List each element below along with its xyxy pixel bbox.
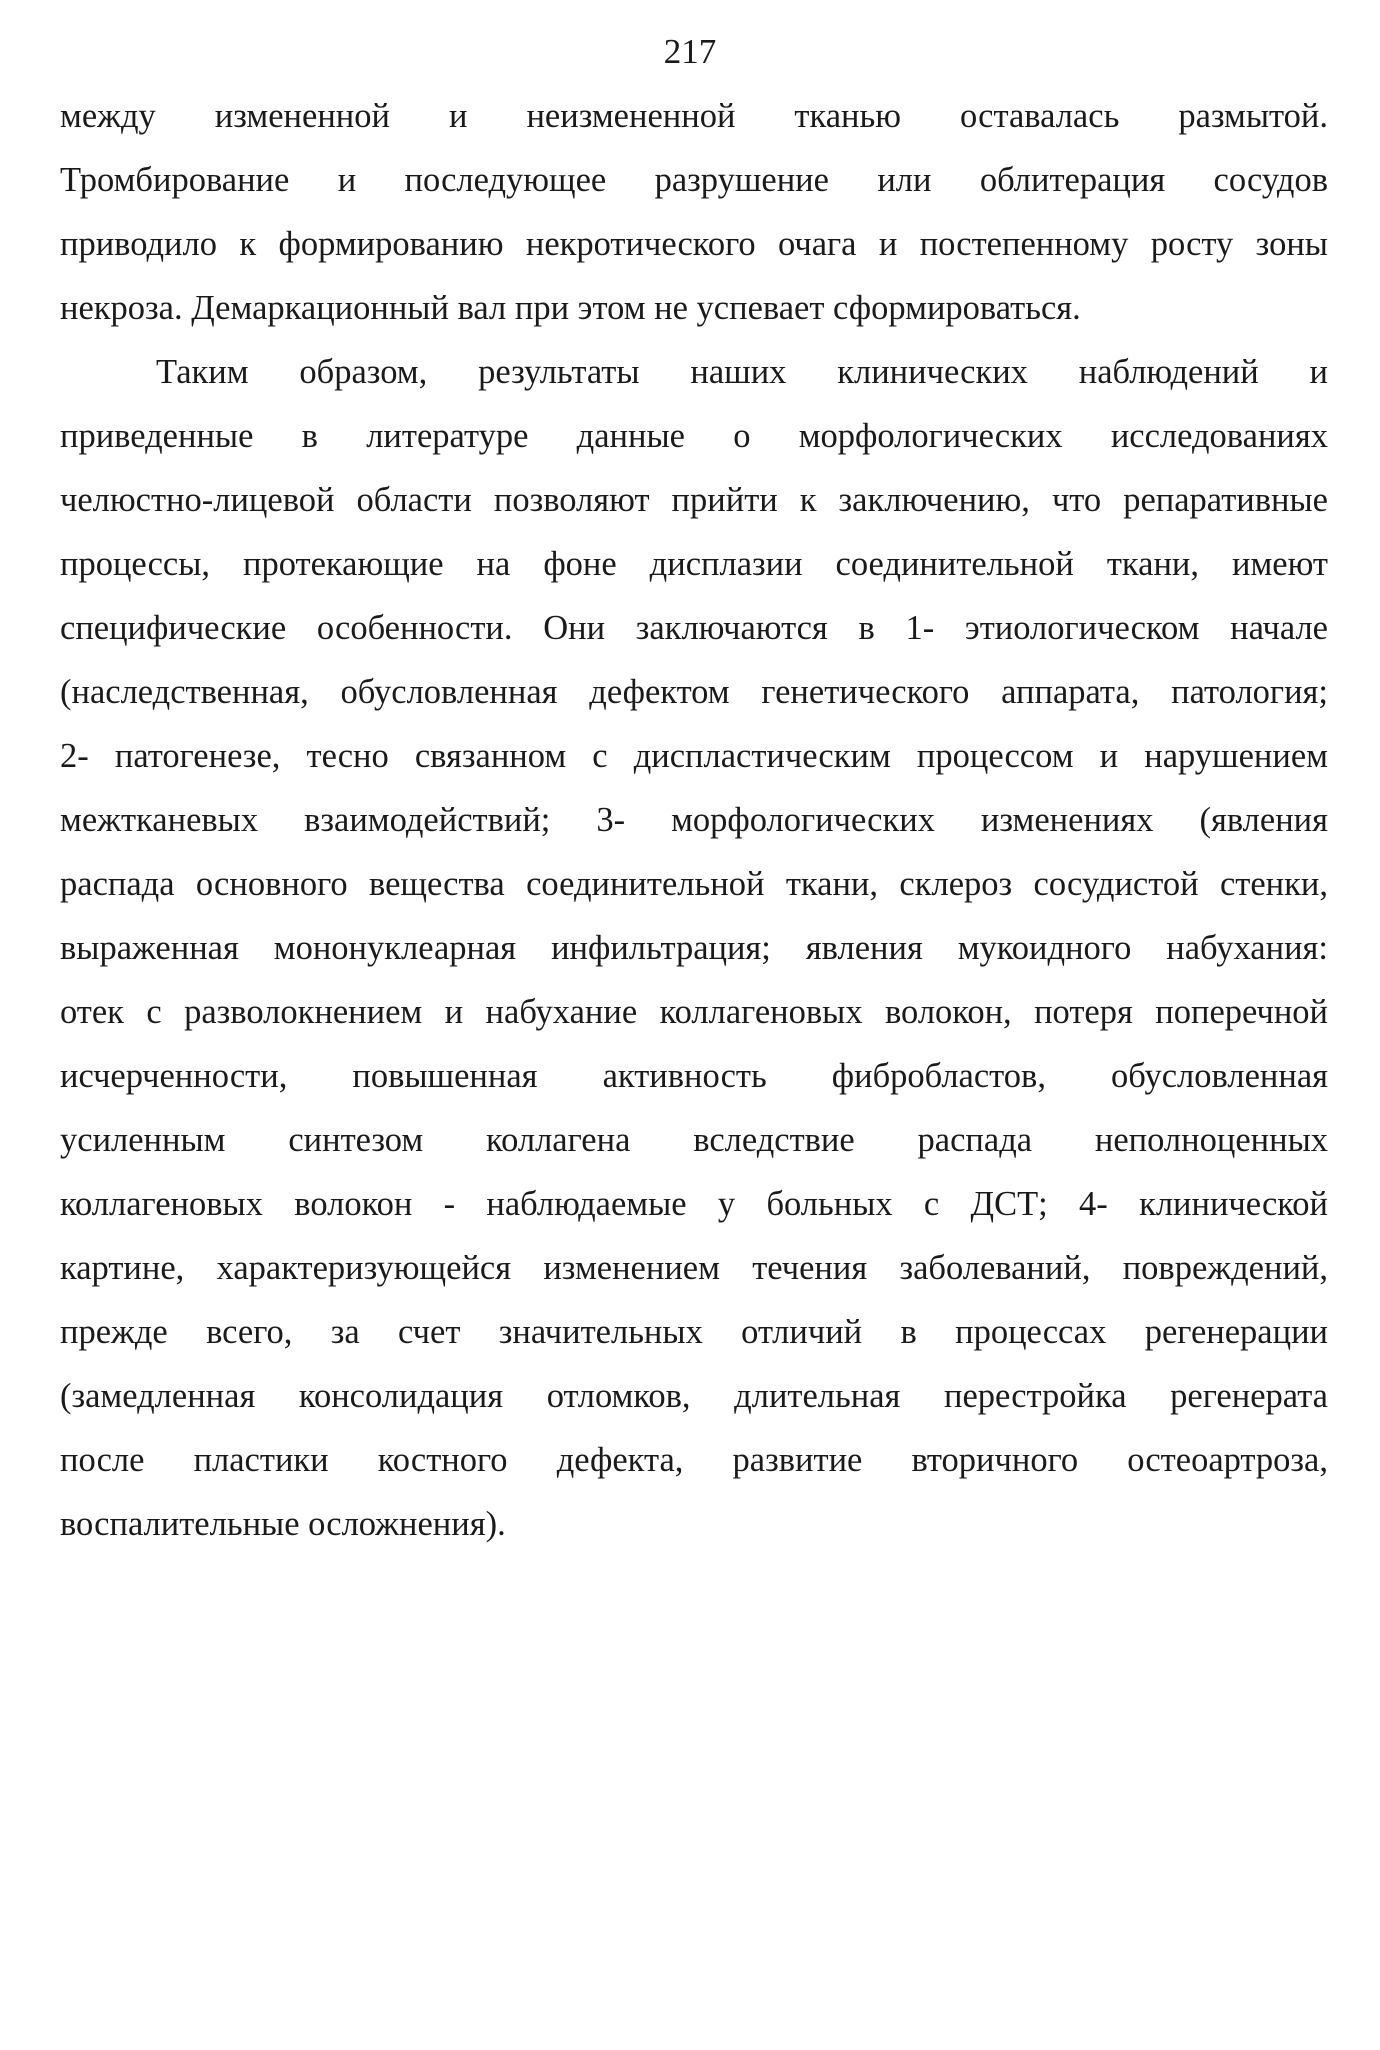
text-line: процессы, протекающие на фоне дисплазии соединительной ткани, имеют <box>60 545 1328 583</box>
body-text <box>60 84 1328 1556</box>
text-line: 2- патогенезе, тесно связанном с диспластическим процессом и нарушением <box>60 737 1328 775</box>
text-line: между измененной и неизмененной тканью оставалась размытой. <box>60 97 1328 135</box>
text-line: картине, характеризующейся изменением течения заболеваний, повреждений, <box>60 1249 1328 1287</box>
text-line: усиленным синтезом коллагена вследствие распада неполноценных <box>60 1121 1328 1159</box>
text-line: специфические особенности. Они заключаются в 1- этиологическом начале <box>60 609 1328 647</box>
text-line: межтканевых взаимодействий; 3- морфологических изменениях (явления <box>60 801 1328 839</box>
text-line: выраженная мононуклеарная инфильтрация; явления мукоидного набухания: <box>60 929 1328 967</box>
text-line: Таким образом, результаты наших клинических наблюдений и <box>156 353 1328 391</box>
text-line: (наследственная, обусловленная дефектом генетического аппарата, патология; <box>60 673 1328 711</box>
text-line: прежде всего, за счет значительных отличий в процессах регенерации <box>60 1313 1328 1351</box>
text-line: некроза. Демаркационный вал при этом не успевает сформироваться. <box>60 289 1081 327</box>
text-line: приведенные в литературе данные о морфологических исследованиях <box>60 417 1328 455</box>
text-line: исчерченности, повышенная активность фибробластов, обусловленная <box>60 1057 1328 1095</box>
text-line: отек с разволокнением и набухание коллагеновых волокон, потеря поперечной <box>60 993 1328 1031</box>
page-number: 217 <box>663 32 717 71</box>
text-line: приводило к формированию некротического очага и постепенному росту зоны <box>60 225 1328 263</box>
text-line: Тромбирование и последующее разрушение или облитерация сосудов <box>60 161 1328 199</box>
text-line: коллагеновых волокон - наблюдаемые у больных с ДСТ; 4- клинической <box>60 1185 1328 1223</box>
text-line: челюстно-лицевой области позволяют прийти к заключению, что репаративные <box>60 481 1328 519</box>
text-line: после пластики костного дефекта, развитие вторичного остеоартроза, <box>60 1441 1328 1479</box>
text-line: (замедленная консолидация отломков, длительная перестройка регенерата <box>60 1377 1328 1415</box>
text-line: воспалительные осложнения). <box>60 1505 506 1543</box>
text-line: распада основного вещества соединительной ткани, склероз сосудистой стенки, <box>60 865 1328 903</box>
